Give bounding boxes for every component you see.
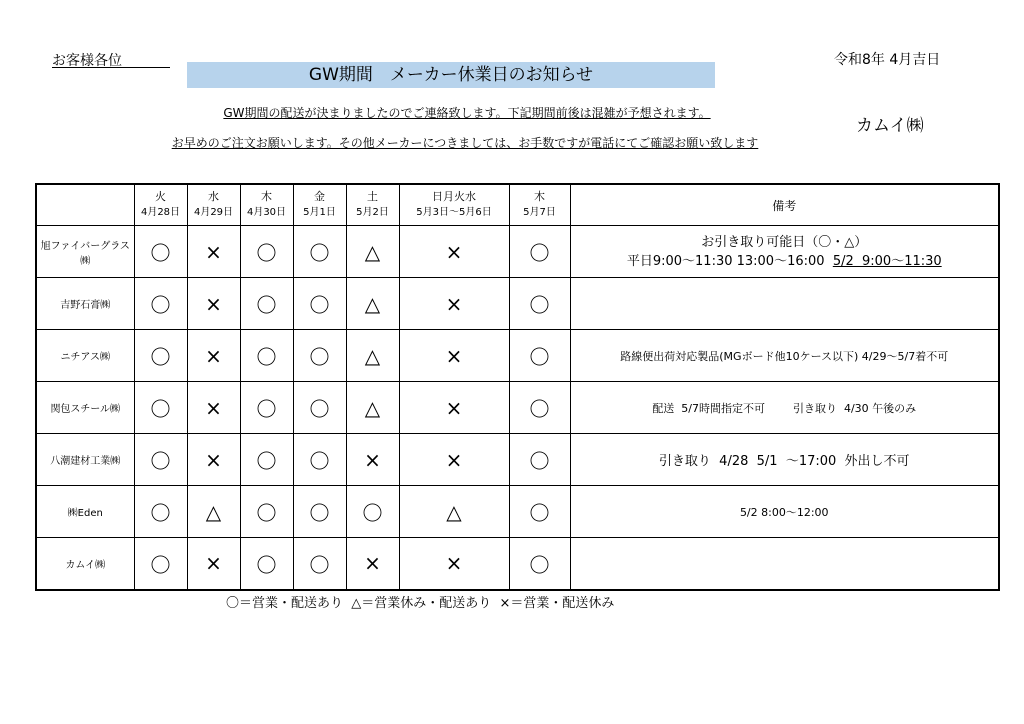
status-mark: 〇 xyxy=(240,434,293,486)
date-label: 5月3日～5月6日 xyxy=(416,207,492,218)
remarks-cell: 5/2 8:00～12:00 xyxy=(570,486,999,538)
column-header xyxy=(346,184,399,226)
status-mark: 〇 xyxy=(240,330,293,382)
column-header xyxy=(187,184,240,226)
status-mark: 〇 xyxy=(293,278,346,330)
status-mark: 〇 xyxy=(240,538,293,590)
legend: 〇＝営業・配送あり △＝営業休み・配送あり ×＝営業・配送休み xyxy=(226,596,615,611)
status-mark: △ xyxy=(346,226,399,278)
status-mark: × xyxy=(399,330,509,382)
status-mark: 〇 xyxy=(293,226,346,278)
status-mark: 〇 xyxy=(293,434,346,486)
status-mark: 〇 xyxy=(509,330,570,382)
status-mark: 〇 xyxy=(293,382,346,434)
status-mark: × xyxy=(187,226,240,278)
remarks-cell xyxy=(570,278,999,330)
table-row xyxy=(36,538,999,590)
status-mark: × xyxy=(187,538,240,590)
status-mark: × xyxy=(346,434,399,486)
day-label: 金 xyxy=(314,190,325,203)
day-label: 土 xyxy=(367,190,378,203)
status-mark: 〇 xyxy=(240,226,293,278)
day-label: 水 xyxy=(208,190,219,203)
status-mark: × xyxy=(187,434,240,486)
remarks-cell xyxy=(570,226,999,278)
status-mark: × xyxy=(399,434,509,486)
greeting: お客様各位 xyxy=(52,53,122,69)
company-name: カムイ㈱ xyxy=(856,116,924,136)
status-mark: 〇 xyxy=(240,486,293,538)
greeting-underline xyxy=(52,67,170,68)
status-mark: × xyxy=(346,538,399,590)
status-mark: 〇 xyxy=(134,330,187,382)
status-mark: 〇 xyxy=(134,538,187,590)
remarks-cell: 配送 5/7時間指定不可 引き取り 4/30 午後のみ xyxy=(570,382,999,434)
day-label: 日月火水 xyxy=(432,190,476,203)
status-mark: 〇 xyxy=(346,486,399,538)
page-title: GW期間 メーカー休業日のお知らせ xyxy=(187,62,715,88)
date-label: 4月30日 xyxy=(246,207,287,218)
notice-line-1: GW期間の配送が決まりましたのでご連絡致します。下記期間前後は混雑が予想されます。 xyxy=(223,106,711,120)
day-label: 木 xyxy=(534,190,545,203)
status-mark: △ xyxy=(187,486,240,538)
table-row xyxy=(36,226,999,278)
remarks-cell: 引き取り 4/28 5/1 ～17:00 外出し不可 xyxy=(570,434,999,486)
status-mark: × xyxy=(399,278,509,330)
status-mark: △ xyxy=(346,382,399,434)
date-label: 4月29日 xyxy=(193,207,234,218)
status-mark: 〇 xyxy=(293,486,346,538)
status-mark: 〇 xyxy=(509,538,570,590)
status-mark: × xyxy=(187,382,240,434)
corner-cell xyxy=(36,184,134,226)
status-mark: × xyxy=(399,382,509,434)
maker-name: 八潮建材工業㈱ xyxy=(36,434,134,486)
day-label: 火 xyxy=(155,190,166,203)
remarks-weekday-hours: 平日9:00～11:30 13:00～16:00 xyxy=(626,253,833,269)
status-mark: 〇 xyxy=(134,382,187,434)
status-mark: 〇 xyxy=(509,382,570,434)
notice-line-2: お早めのご注文お願いします。その他メーカーにつきましては、お手数ですが電話にてご確認お願い致します xyxy=(171,136,759,150)
issue-date: 令和8年 4月吉日 xyxy=(834,52,941,68)
maker-name: 吉野石膏㈱ xyxy=(36,278,134,330)
status-mark: 〇 xyxy=(134,226,187,278)
maker-name: ニチアス㈱ xyxy=(36,330,134,382)
status-mark: △ xyxy=(346,330,399,382)
table-row xyxy=(36,330,999,382)
status-mark: △ xyxy=(346,278,399,330)
header-row xyxy=(36,184,999,226)
status-mark: 〇 xyxy=(134,278,187,330)
status-mark: 〇 xyxy=(293,330,346,382)
remarks-cell: 路線便出荷対応製品(MGボード他10ケース以下) 4/29～5/7着不可 xyxy=(570,330,999,382)
remarks-line-1: お引き取り可能日（〇・△） xyxy=(701,234,868,250)
remarks-cell xyxy=(570,538,999,590)
remarks-saturday-hours: 5/2 9:00～11:30 xyxy=(832,253,942,269)
table-row xyxy=(36,278,999,330)
remarks-header: 備考 xyxy=(570,184,999,226)
status-mark: △ xyxy=(399,486,509,538)
status-mark: × xyxy=(187,330,240,382)
maker-name: 関包スチール㈱ xyxy=(36,382,134,434)
remarks-line-2 xyxy=(571,252,999,271)
table-row xyxy=(36,434,999,486)
status-mark: × xyxy=(399,538,509,590)
day-label: 木 xyxy=(261,190,272,203)
status-mark: 〇 xyxy=(509,226,570,278)
date-label: 4月28日 xyxy=(140,207,181,218)
status-mark: 〇 xyxy=(134,486,187,538)
date-label: 5月7日 xyxy=(523,207,556,218)
column-header xyxy=(399,184,509,226)
status-mark: 〇 xyxy=(509,486,570,538)
table-row xyxy=(36,486,999,538)
maker-name: 旭ファイバーグラス㈱ xyxy=(36,226,134,278)
status-mark: × xyxy=(399,226,509,278)
column-header xyxy=(293,184,346,226)
status-mark: 〇 xyxy=(240,382,293,434)
column-header xyxy=(240,184,293,226)
status-mark: × xyxy=(187,278,240,330)
holiday-table xyxy=(35,183,1000,591)
status-mark: 〇 xyxy=(509,434,570,486)
status-mark: 〇 xyxy=(240,278,293,330)
status-mark: 〇 xyxy=(509,278,570,330)
status-mark: 〇 xyxy=(134,434,187,486)
maker-name: カムイ㈱ xyxy=(36,538,134,590)
date-label: 5月2日 xyxy=(356,207,389,218)
date-label: 5月1日 xyxy=(303,207,336,218)
maker-name: ㈱Eden xyxy=(36,486,134,538)
column-header xyxy=(134,184,187,226)
table-row xyxy=(36,382,999,434)
column-header xyxy=(509,184,570,226)
status-mark: 〇 xyxy=(293,538,346,590)
